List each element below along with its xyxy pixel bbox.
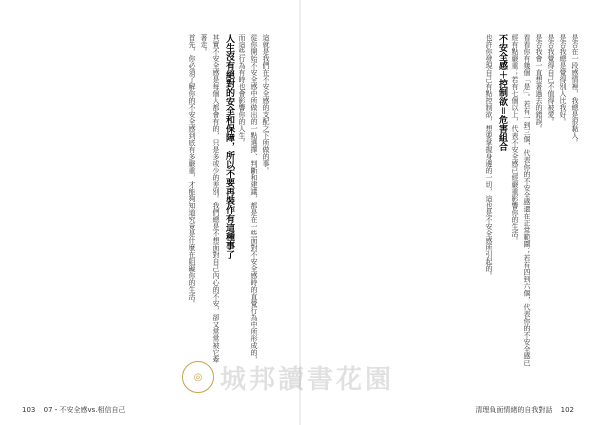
section-heading: 不安全感＋控制欲＝危害組合 — [497, 34, 507, 151]
paragraph: 是否我會一直想著過去的錯誤。 — [535, 34, 543, 132]
left-page-body — [22, 34, 272, 369]
left-page-footer — [22, 405, 126, 415]
paragraph: 從你開始不安全感中所做出的一點選擇、判斷和建議，都是在一些面對不安全感時的直覺行為中所形成的，而這些行為有時也會影響你的人生。 — [238, 34, 258, 363]
page-number: 102 — [560, 406, 574, 414]
section-heading: 人生沒有絕對的安全和保障，所以不要再裝作有這種事了 — [224, 34, 234, 259]
page-number: 103 — [22, 406, 36, 414]
paragraph: 是否我覺得自己不值得被愛。 — [547, 34, 555, 125]
right-page-body — [319, 34, 581, 369]
paragraph: 首先，你必須了解你的不安全感到底有多嚴重，才能夠知道究竟是什麼在阻礙你的生活。 — [188, 34, 196, 307]
logo-seal-icon: ◎ — [182, 361, 214, 393]
paragraph: 這就是我們在不安全感的支配之下所做的事。 — [262, 34, 270, 174]
paragraph: 其實不安全感是每個人都會有的，只是多或少的差別。我們總是不想面對自己內心的不安，卻又常常被它牽著走。 — [200, 34, 220, 363]
paragraph: 是否我總是覺得別人比我好。 — [559, 34, 567, 125]
right-page-footer — [475, 405, 580, 415]
paragraph: 看看你有幾個「是」。若有一到三個，代表你的不安全感還在正常範圍；若有四到六個，代表你的不安全感已經有點嚴重；若有七個以上，代表不安全感已經嚴重影響你的生活。 — [511, 34, 531, 367]
watermark-text: 城邦讀書花園 — [220, 364, 395, 395]
running-head: 07・不安全感vs.相信自己 — [43, 406, 126, 414]
paragraph: 是否在一段感情裡，我總是很黏人。 — [571, 34, 579, 146]
paragraph: 也許你發現自己有點控制欲，想要掌握身邊的一切，這也是不安全感所引起的。 — [485, 34, 493, 279]
running-head: 清理負面情緒的自我對話 — [475, 406, 553, 414]
watermark — [176, 362, 395, 395]
